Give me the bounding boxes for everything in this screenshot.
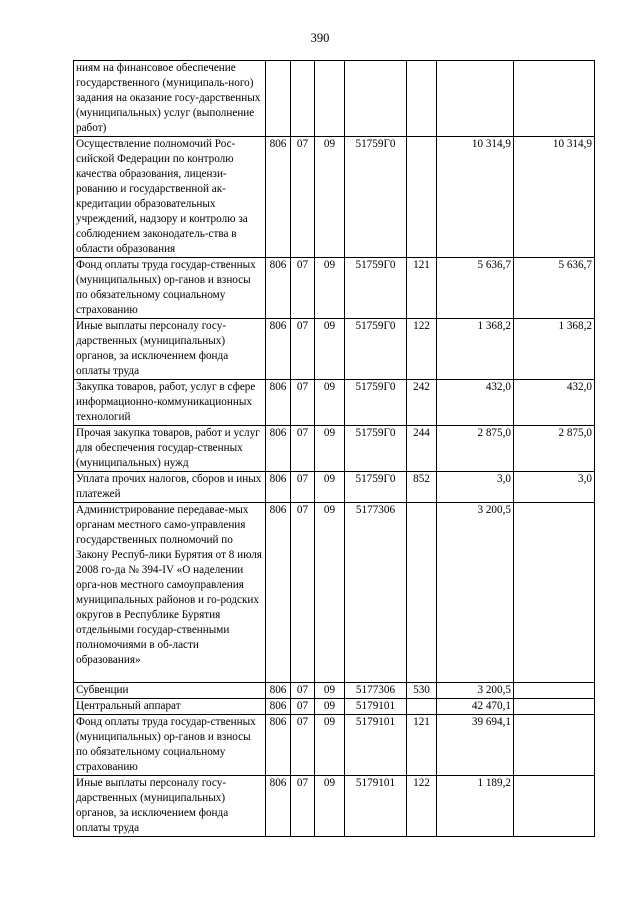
dept-code: 806	[266, 472, 291, 503]
amount-1: 3 200,5	[437, 683, 514, 699]
dept-code: 806	[266, 683, 291, 699]
table-row	[74, 137, 595, 258]
expense-type-code: 244	[407, 426, 437, 472]
target-article-code: 51759Г0	[345, 472, 407, 503]
table-row	[74, 715, 595, 776]
subsection-code: 09	[315, 472, 345, 503]
target-article-code: 51759Г0	[345, 380, 407, 426]
amount-1: 2 875,0	[437, 426, 514, 472]
dept-code: 806	[266, 776, 291, 837]
expense-type-code: 121	[407, 715, 437, 776]
row-name: Иные выплаты персоналу госу-дарственных (муниципальных) органов, за исключением фонда оплаты труда	[74, 776, 266, 837]
subsection-code: 09	[315, 683, 345, 699]
expense-type-code	[407, 61, 437, 137]
expense-type-code: 530	[407, 683, 437, 699]
subsection-code: 09	[315, 715, 345, 776]
amount-2	[514, 715, 595, 776]
section-code: 07	[291, 137, 315, 258]
table-row	[74, 472, 595, 503]
amount-1: 10 314,9	[437, 137, 514, 258]
section-code	[291, 61, 315, 137]
amount-1: 5 636,7	[437, 258, 514, 319]
row-name: Прочая закупка товаров, работ и услуг для обеспечения государ-ственных (муниципальных) нужд	[74, 426, 266, 472]
row-name: Уплата прочих налогов, сборов и иных платежей	[74, 472, 266, 503]
table-row	[74, 683, 595, 699]
target-article-code: 5179101	[345, 776, 407, 837]
expense-type-code	[407, 699, 437, 715]
target-article-code: 51759Г0	[345, 426, 407, 472]
expense-type-code: 122	[407, 319, 437, 380]
expense-type-code: 242	[407, 380, 437, 426]
expense-type-code	[407, 137, 437, 258]
row-name: Фонд оплаты труда государ-ственных (муниципальных) ор-ганов и взносы по обязательному социальному страхованию	[74, 715, 266, 776]
amount-1: 3 200,5	[437, 503, 514, 683]
subsection-code: 09	[315, 319, 345, 380]
page-number: 390	[310, 31, 330, 45]
section-code: 07	[291, 715, 315, 776]
section-code: 07	[291, 699, 315, 715]
amount-2: 432,0	[514, 380, 595, 426]
amount-1: 1 189,2	[437, 776, 514, 837]
target-article-code: 5179101	[345, 715, 407, 776]
dept-code	[266, 61, 291, 137]
subsection-code: 09	[315, 503, 345, 683]
table-row	[74, 699, 595, 715]
amount-2: 10 314,9	[514, 137, 595, 258]
target-article-code: 51759Г0	[345, 319, 407, 380]
subsection-code	[315, 61, 345, 137]
amount-1	[437, 61, 514, 137]
budget-table	[73, 60, 595, 837]
table-row	[74, 319, 595, 380]
dept-code: 806	[266, 503, 291, 683]
table-row	[74, 426, 595, 472]
table-row	[74, 258, 595, 319]
target-article-code: 51759Г0	[345, 258, 407, 319]
amount-2	[514, 699, 595, 715]
section-code: 07	[291, 503, 315, 683]
amount-1: 1 368,2	[437, 319, 514, 380]
section-code: 07	[291, 319, 315, 380]
amount-2: 5 636,7	[514, 258, 595, 319]
expense-type-code: 122	[407, 776, 437, 837]
dept-code: 806	[266, 699, 291, 715]
table-row	[74, 380, 595, 426]
subsection-code: 09	[315, 699, 345, 715]
row-name: ниям на финансовое обеспечение государственного (муниципаль-ного) задания на оказание госу-дарственных (муниципальных) услуг (выполнение работ)	[74, 61, 266, 137]
expense-type-code: 852	[407, 472, 437, 503]
dept-code: 806	[266, 380, 291, 426]
amount-2: 1 368,2	[514, 319, 595, 380]
dept-code: 806	[266, 426, 291, 472]
section-code: 07	[291, 472, 315, 503]
section-code: 07	[291, 776, 315, 837]
amount-1: 42 470,1	[437, 699, 514, 715]
subsection-code: 09	[315, 426, 345, 472]
subsection-code: 09	[315, 776, 345, 837]
amount-1: 39 694,1	[437, 715, 514, 776]
row-name: Субвенции	[74, 683, 266, 699]
row-name: Иные выплаты персоналу госу-дарственных (муниципальных) органов, за исключением фонда оплаты труда	[74, 319, 266, 380]
row-name: Фонд оплаты труда государ-ственных (муниципальных) ор-ганов и взносы по обязательному социальному страхованию	[74, 258, 266, 319]
subsection-code: 09	[315, 380, 345, 426]
dept-code: 806	[266, 715, 291, 776]
expense-type-code	[407, 503, 437, 683]
amount-2	[514, 503, 595, 683]
target-article-code: 5179101	[345, 699, 407, 715]
section-code: 07	[291, 683, 315, 699]
section-code: 07	[291, 258, 315, 319]
row-name: Закупка товаров, работ, услуг в сфере информационно-коммуникационных технологий	[74, 380, 266, 426]
dept-code: 806	[266, 137, 291, 258]
target-article-code: 5177306	[345, 503, 407, 683]
section-code: 07	[291, 380, 315, 426]
dept-code: 806	[266, 258, 291, 319]
amount-2	[514, 683, 595, 699]
amount-2: 2 875,0	[514, 426, 595, 472]
row-name: Администрирование передавае-мых органам местного само-управления государственных полномочий по Закону Респуб-лики Бурятия от 8 июля 2008 го-да № 394-IV «О наделении орга-нов местного самоуправления муниципальных районов и го-родских округов в Республике Бурятия отдельными государ-ственными полномочиями в об-ласти образования»	[74, 503, 266, 683]
amount-2: 3,0	[514, 472, 595, 503]
table-row	[74, 61, 595, 137]
target-article-code	[345, 61, 407, 137]
table-row	[74, 503, 595, 683]
row-name: Осуществление полномочий Рос-сийской Федерации по контролю качества образования, лицензи-рованию и государственной ак-кредитации образовательных учреждений, надзору и контролю за соблюдением законодатель-ства в области образования	[74, 137, 266, 258]
amount-2	[514, 776, 595, 837]
row-name: Центральный аппарат	[74, 699, 266, 715]
target-article-code: 51759Г0	[345, 137, 407, 258]
amount-2	[514, 61, 595, 137]
subsection-code: 09	[315, 137, 345, 258]
table-row	[74, 776, 595, 837]
amount-1: 3,0	[437, 472, 514, 503]
expense-type-code: 121	[407, 258, 437, 319]
subsection-code: 09	[315, 258, 345, 319]
dept-code: 806	[266, 319, 291, 380]
target-article-code: 5177306	[345, 683, 407, 699]
amount-1: 432,0	[437, 380, 514, 426]
section-code: 07	[291, 426, 315, 472]
